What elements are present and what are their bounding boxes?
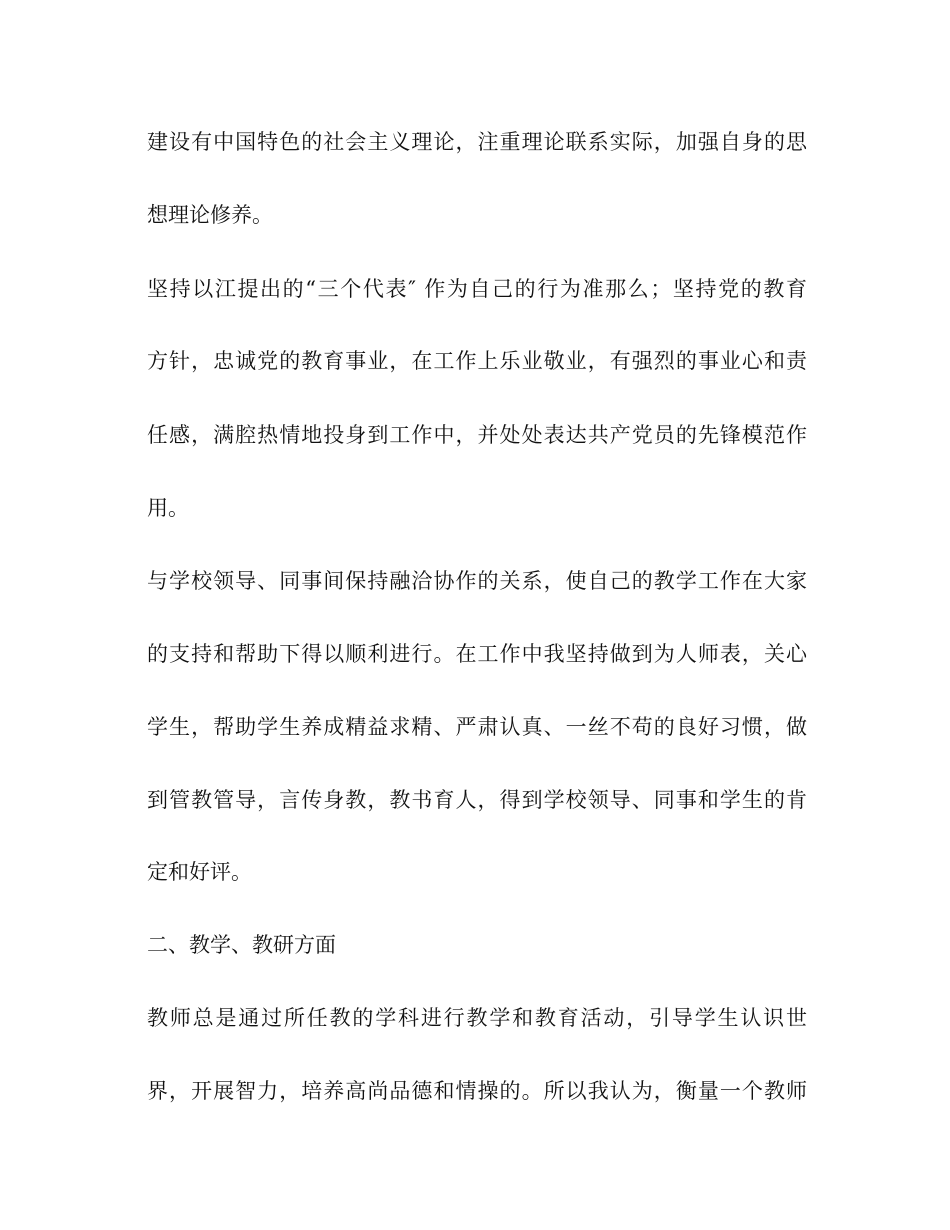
paragraph-line: 用。 [147, 496, 189, 520]
paragraph-line: 定和好评。 [147, 860, 252, 884]
paragraph-line: 到管教管导，言传身教，教书育人，得到学校领导、同事和学生的肯 [147, 788, 807, 812]
section-heading: 二、教学、教研方面 [147, 933, 336, 957]
paragraph-line: 建设有中国特色的社会主义理论，注重理论联系实际，加强自身的思 [147, 130, 807, 154]
paragraph-line: 想理论修养。 [147, 203, 273, 227]
paragraph-line: 学生，帮助学生养成精益求精、严肃认真、一丝不苟的良好习惯，做 [147, 715, 807, 739]
paragraph-line: 的支持和帮助下得以顺利进行。在工作中我坚持做到为人师表，关心 [147, 642, 807, 666]
paragraph-line: 教师总是通过所任教的学科进行教学和教育活动，引导学生认识世 [147, 1006, 807, 1030]
paragraph-line: 与学校领导、同事间保持融洽协作的关系，使自己的教学工作在大家 [147, 569, 807, 593]
paragraph-line: 界，开展智力，培养高尚品德和情操的。所以我认为，衡量一个教师 [147, 1079, 807, 1103]
paragraph-line: 任感，满腔热情地投身到工作中，并处处表达共产党员的先锋模范作 [147, 423, 807, 447]
paragraph-line: 坚持以江提出的“三个代表″ 作为自己的行为准那么；坚持党的教育 [147, 277, 807, 301]
paragraph-line: 方针，忠诚党的教育事业，在工作上乐业敬业，有强烈的事业心和责 [147, 349, 807, 373]
